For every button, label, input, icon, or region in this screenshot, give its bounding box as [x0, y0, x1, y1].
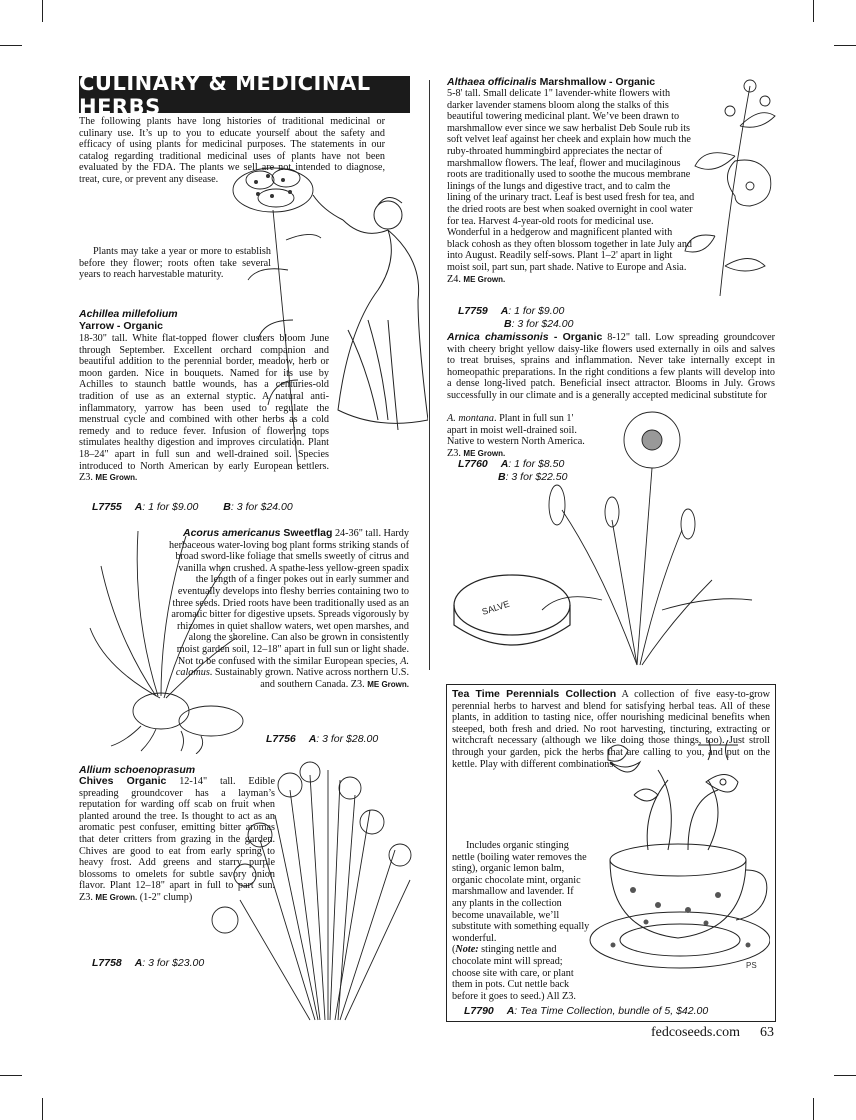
salve-tin [454, 575, 570, 645]
tea-time-desc: A collection of five easy-to-grow perennial herbs to harvest and blend for satisfying herbal teas. All of these plants, in addition to tasting nice, offer nourishing medicinal benefits when steeped, both fresh and dried. No root harvesting, tincturing, extracting or witchcraft necessary (although we like doing those things, too). Just stroll through your garden, pick the herbs that are calling to you, and put on the kettle. Play with different combinations. [452, 689, 771, 770]
crop-mark [813, 1098, 814, 1120]
option-a-text: : 3 for $28.00 [316, 733, 379, 745]
arnica-salve-tin-illustration [452, 400, 778, 672]
option-a-label: A [308, 733, 317, 745]
option-b-text: : 3 for $24.00 [511, 317, 574, 330]
yarrow-latin-name: Achillea millefolium [79, 308, 178, 320]
product-code: L7759 [458, 305, 488, 317]
sweetflag-desc-end: . Sustainably grown. Native across northern U.S. and southern Canada. Z3. [209, 667, 409, 690]
arnica-desc-text: 8-12" tall. Low spreading groundcover with cheery bright yellow daisy-like flowers used externally in oils and salves to treat bruises, sprains and inflammation. Never take internally except in homeopathic preparations. In the right conditions a few plants will develop into a dense long-lived patch. Beneficial insect attractor. Blooms in July. Grows successfully in our climate and is a generally accepted medicinal substitute for [447, 332, 775, 401]
option-a-label: A [134, 501, 143, 513]
arnica-entry [447, 332, 775, 402]
option-a-text: : Tea Time Collection, bundle of 5, $42.00 [514, 1005, 709, 1017]
option-b-label: B [498, 470, 506, 483]
yarrow-order-line [92, 501, 293, 514]
sweetflag-desc-latin: A. calamus [175, 655, 409, 679]
product-code: L7755 [92, 501, 122, 513]
chives-name: Allium schoenoprasum [79, 764, 196, 776]
marshmallow-order-line [458, 305, 573, 330]
chives-common-name: Chives Organic [79, 775, 167, 787]
option-b-text: : 3 for $22.50 [505, 470, 568, 483]
arnica-desc-latin: A. montana [447, 413, 494, 424]
marshmallow-flower-illustration [680, 76, 780, 300]
product-code: L7760 [458, 458, 488, 470]
sweetflag-name: Acorus americanus Sweetflag [183, 527, 333, 539]
option-b-text: : 3 for $24.00 [230, 501, 293, 513]
option-a-text: : 1 for $8.50 [508, 458, 565, 470]
me-grown-badge: ME Grown. [367, 679, 409, 689]
chives-description [79, 776, 275, 904]
salve-label: SALVE [480, 598, 511, 617]
marshmallow-entry [447, 76, 687, 88]
intro-paragraph-2: Plants may take a year or more to establish before they flower; roots often take several years to reach harvestable maturity. [79, 246, 271, 281]
yarrow-entry [79, 308, 279, 332]
yarrow-description [79, 333, 329, 484]
marshmallow-description [447, 88, 695, 285]
marshmallow-name: Althaea officinalis Marshmallow - Organic [447, 76, 656, 88]
option-a-label: A [506, 1005, 515, 1017]
column-divider [429, 80, 430, 670]
crop-mark [834, 45, 856, 46]
option-b-label: B [223, 501, 231, 513]
option-a-label: A [134, 957, 143, 969]
option-a-label: A [500, 458, 509, 470]
chives-desc-text: 12-14" tall. Edible spreading groundcover has a layman’s reputation for warding off scab on fruit when planted around the tree. Is thought to act as an aromatic pest confuser, emitting bitter aromas that deter critters from grazing in the garden. Chives are good to eat from early spring to heavy frost. Add greens and starry purple blossoms to omelets for subtle savory onion flavor. Plant 12–18" apart in full to part sun. Z3. [79, 776, 275, 903]
teacup-butterflies-illustration [588, 740, 770, 974]
option-a-text: : 1 for $9.00 [508, 305, 565, 317]
yarrow-common-name: Yarrow - Organic [79, 320, 164, 332]
product-code: L7758 [92, 957, 122, 969]
website-link[interactable]: fedcoseeds.com [650, 1025, 740, 1040]
intro-paragraph: The following plants have long histories of traditional medicinal or culinary use. It’s up to you to educate yourself about the safety and efficacy of using plants for medicinal purposes. The statements in our catalog regarding traditional medicinal uses of plants have not been evaluated by the FDA. The plants we sell are not intended to diagnose, treat, cure, or prevent any disease. [79, 116, 385, 185]
chives-desc-end: (1-2" clump) [139, 891, 193, 903]
note-label: Note: [455, 944, 479, 956]
product-code: L7756 [266, 733, 296, 745]
note-paren: ( [452, 944, 456, 956]
page-number: 63 [760, 1025, 774, 1040]
arnica-name: Arnica chamissonis - Organic [447, 331, 603, 343]
crop-mark [834, 1075, 856, 1076]
me-grown-badge: ME Grown. [463, 448, 506, 458]
sweetflag-order-line [266, 733, 378, 746]
chives-order-line [92, 957, 204, 970]
option-a-label: A [500, 305, 509, 317]
artist-initials: PS [746, 961, 757, 970]
sweetflag-entry [168, 528, 409, 690]
me-grown-badge: ME Grown. [463, 274, 506, 284]
option-a-text: : 1 for $9.00 [142, 501, 199, 513]
crop-mark [0, 45, 22, 46]
marshmallow-desc-text: 5-8' tall. Small delicate 1" lavender-white flowers with darker lavender stamens bloom along the stalks of this beautiful towering medicinal plant. We’ve been drawn to marshmallow ever since we saw herbalist Deb Soule rub its soft velvet leaf against her cheek and explain how much the ruby-throated hummingbird appreciates the nectar of marshmallow flowers. The leaf, flower and mucilaginous roots are traditionally used to soothe the mucous membrane linings of the lungs and digestive tract, and to calm the lining of the urinary tract. Leaf is best used fresh for tea, and the dried roots are best when soaked overnight in cool water for tea. Harvest 4-year-old roots for medicinal use. Wonderful in a hedgerow and magnificent planted with black cohosh as they often blossom together in late July and into August. Readily self-sows. Plant 1–2' apart in light moist soil, part sun, part shade. Native to Europe and Asia. Z4. [447, 88, 695, 285]
me-grown-badge: ME Grown. [95, 473, 138, 483]
arnica-desc-end: . Plant in full sun 1' apart in moist well-drained soil. Native to western North America. Z3. [447, 413, 585, 459]
option-b-label: B [504, 317, 512, 330]
page-footer [651, 1025, 774, 1041]
tea-time-desc-2: Includes organic stinging nettle (boiling water removes the sting), organic lemon balm, organic chocolate mint, organic marshmallow and lavender. If any plants in the collection become unavailable, we’ll substitute with something equally wonderful. [452, 840, 590, 944]
product-code: L7790 [464, 1005, 494, 1017]
tea-time-includes [452, 840, 590, 1002]
note-text: stinging nettle and chocolate mint will spread; choose site with care, or plant them in pots. Cut nettle back before it goes to seed.) All Z3. [452, 944, 576, 1002]
crop-mark [0, 1075, 22, 1076]
sweetflag-desc-text: 24-36" tall. Hardy herbaceous water-loving bog plant forms striking stands of broad sword-like foliage that smells sweetly of citrus and vanilla when crushed. A spathe-less yellow-green spadix the length of a finger pokes out in early summer and eventually develops into fleshy berries containing two to three seeds. Dried roots have been traditionally used as an aromatic bitter for digestive upsets. Spreads vigorously by rhizomes in quiet shallow waters, wet open marshes, and along the shoreline. Can also be grown in consistently moist garden soil, 12–18" apart in full sun or light shade. Not to be confused with the similar European species, [169, 528, 409, 667]
me-grown-badge: ME Grown. [95, 892, 138, 902]
option-a-text: : 3 for $23.00 [142, 957, 205, 969]
section-title: CULINARY & MEDICINAL HERBS [79, 76, 410, 113]
crop-mark [42, 0, 43, 22]
crop-mark [813, 0, 814, 22]
tea-time-title: Tea Time Perennials Collection [452, 688, 617, 700]
yarrow-desc-text: 18-30" tall. White flat-topped flower clusters bloom June through September. Excellent orchard companion and beautiful addition to the perennial border, meadow, herb or moon garden. Nice in bouquets. Named for its use by Achilles to staunch battle wounds, has a centuries-old tradition of use as an external styptic. A natural anti-inflammatory, yarrow has been used to regulate the menstrual cycle and combined with other herbs as a cold remedy and to reduce fever. Infusion of flowering tops stimulates healthy digestion and improves circulation. Plant 18–24" apart in full sun and well-drained soil. Species introduced to North American by early European settlers. Z3. [79, 333, 329, 484]
crop-mark [42, 1098, 43, 1120]
tea-time-order-line [464, 1005, 708, 1018]
